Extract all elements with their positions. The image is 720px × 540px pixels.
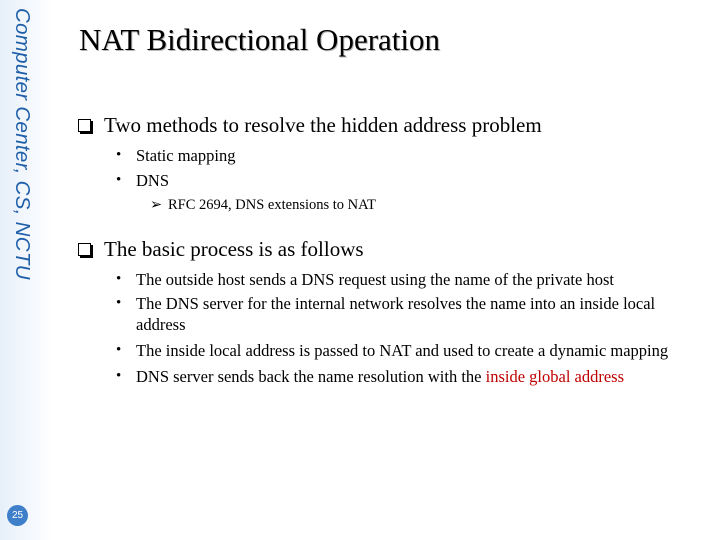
sidebar (0, 0, 52, 540)
bullet-icon: • (116, 271, 122, 287)
bullet-icon: • (116, 172, 122, 188)
list-item-text: DNS server sends back the name resolution with the (136, 367, 482, 386)
bullet-icon: • (116, 342, 122, 358)
sub-list-item (78, 196, 708, 215)
arrow-bullet-icon: ➢ (150, 197, 163, 213)
checkbox-bullet-icon (78, 243, 91, 256)
bullet-icon: • (116, 147, 122, 163)
list-item (78, 340, 708, 361)
page-number-badge: 25 (7, 505, 28, 526)
bullet-icon: • (116, 295, 122, 311)
section2-heading (78, 236, 708, 262)
list-item (78, 366, 708, 387)
checkbox-bullet-icon (78, 119, 91, 132)
list-item-text: Static mapping (136, 146, 236, 165)
list-item (78, 145, 708, 166)
list-item (78, 170, 708, 191)
list-item-text: The DNS server for the internal network resolves the name into an inside local address (136, 294, 656, 334)
slide-title: NAT Bidirectional Operation (79, 22, 441, 57)
section1-heading-text: Two methods to resolve the hidden address problem (104, 113, 542, 137)
list-item (78, 293, 708, 335)
highlighted-text: inside global address (485, 367, 625, 386)
bullet-icon: • (116, 368, 122, 384)
list-item-text: DNS (136, 171, 170, 190)
section2-heading-text: The basic process is as follows (104, 237, 364, 261)
sub-list-item-text: RFC 2694, DNS extensions to NAT (168, 197, 376, 213)
list-item-text: The outside host sends a DNS request using the name of the private host (136, 270, 614, 289)
slide-content (78, 112, 708, 387)
section1-heading (78, 112, 708, 138)
list-item-text: The inside local address is passed to NAT and used to create a dynamic mapping (136, 341, 669, 360)
list-item (78, 269, 708, 290)
sidebar-label: Computer Center, CS, NCTU (11, 8, 34, 280)
